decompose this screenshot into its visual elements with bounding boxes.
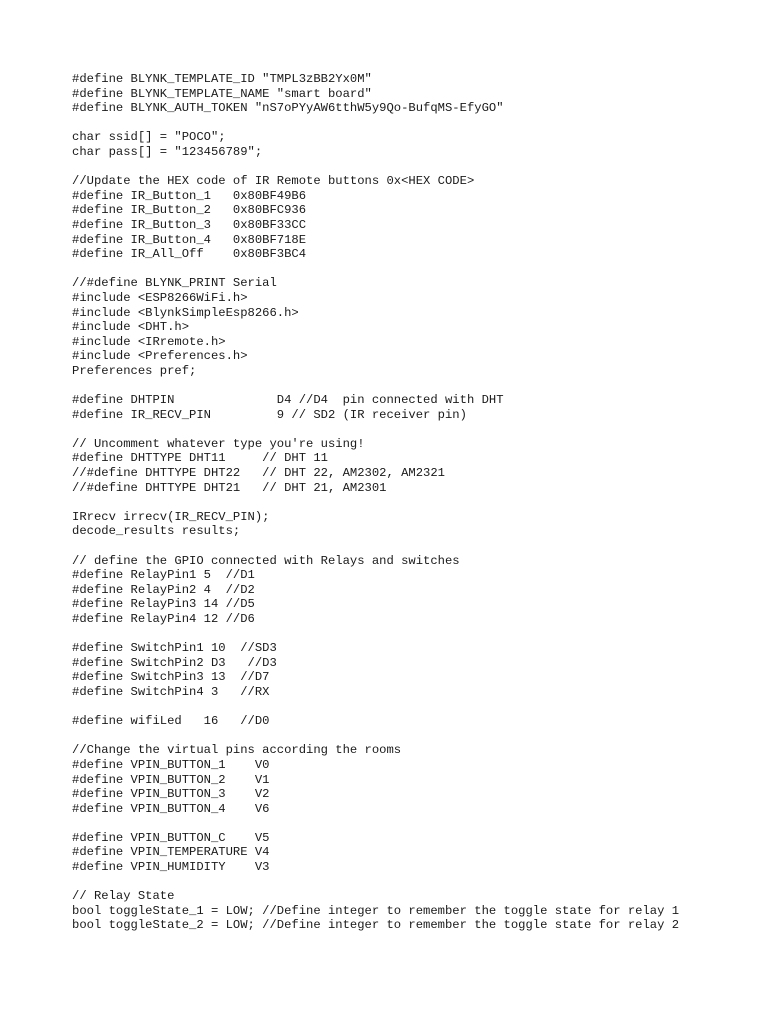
code-line: #define RelayPin4 12 //D6: [72, 611, 255, 626]
code-line: IRrecv irrecv(IR_RECV_PIN);: [72, 509, 270, 524]
code-line: //Update the HEX code of IR Remote buttons 0x<HEX CODE>: [72, 174, 475, 189]
code-line: Preferences pref;: [72, 363, 197, 378]
code-line: #define IR_Button_4 0x80BF718E: [72, 232, 307, 247]
blank-line: [72, 116, 679, 131]
blank-line: [72, 539, 679, 554]
code-line: #define IR_All_Off 0x80BF3BC4: [72, 247, 307, 262]
code-line: char pass[] = "123456789";: [72, 144, 263, 159]
code-line: #include <BlynkSimpleEsp8266.h>: [72, 305, 299, 320]
code-line: //#define DHTTYPE DHT21 // DHT 21, AM2301: [72, 480, 387, 495]
code-line: #define SwitchPin1 10 //SD3: [72, 641, 277, 656]
code-line: #define DHTPIN D4 //D4 pin connected with DHT: [72, 393, 504, 408]
blank-line: [72, 627, 679, 642]
code-line: #define VPIN_BUTTON_1 V0: [72, 757, 270, 772]
code-line: #define wifiLed 16 //D0: [72, 714, 270, 729]
code-line: // Relay State: [72, 889, 175, 904]
code-line: #define SwitchPin4 3 //RX: [72, 684, 270, 699]
code-line: #define SwitchPin2 D3 //D3: [72, 655, 277, 670]
code-line: decode_results results;: [72, 524, 241, 539]
code-line: #define IR_RECV_PIN 9 // SD2 (IR receiver pin): [72, 407, 467, 422]
code-line: bool toggleState_1 = LOW; //Define integer to remember the toggle state for relay 1: [72, 903, 680, 918]
code-line: #include <ESP8266WiFi.h>: [72, 290, 248, 305]
code-line: #define IR_Button_2 0x80BFC936: [72, 203, 307, 218]
code-line: #define BLYNK_AUTH_TOKEN "nS7oPYyAW6tthW5y9Qo-BufqMS-EfyGO": [72, 101, 504, 116]
blank-line: [72, 729, 679, 744]
code-line: #define VPIN_TEMPERATURE V4: [72, 845, 270, 860]
blank-line: [72, 422, 679, 437]
code-line: //Change the virtual pins according the rooms: [72, 743, 402, 758]
blank-line: [72, 262, 679, 277]
code-line: #define VPIN_BUTTON_2 V1: [72, 772, 270, 787]
code-line: char ssid[] = "POCO";: [72, 130, 226, 145]
code-line: #define VPIN_BUTTON_3 V2: [72, 787, 270, 802]
blank-line: [72, 816, 679, 831]
code-line: #include <DHT.h>: [72, 320, 190, 335]
blank-line: [72, 700, 679, 715]
code-line: #define BLYNK_TEMPLATE_NAME "smart board": [72, 86, 372, 101]
blank-line: [72, 160, 679, 175]
code-line: #define IR_Button_1 0x80BF49B6: [72, 188, 307, 203]
code-line: bool toggleState_2 = LOW; //Define integer to remember the toggle state for relay 2: [72, 918, 680, 933]
code-line: #define VPIN_BUTTON_C V5: [72, 830, 270, 845]
code-line: // Uncomment whatever type you're using!: [72, 436, 365, 451]
code-line: #define DHTTYPE DHT11 // DHT 11: [72, 451, 328, 466]
code-line: #include <Preferences.h>: [72, 349, 248, 364]
code-line: #define VPIN_BUTTON_4 V6: [72, 801, 270, 816]
code-line: #define SwitchPin3 13 //D7: [72, 670, 270, 685]
blank-line: [72, 378, 679, 393]
code-line: #define RelayPin2 4 //D2: [72, 582, 255, 597]
code-line: #define VPIN_HUMIDITY V3: [72, 860, 270, 875]
code-listing: [72, 72, 679, 933]
code-line: #define IR_Button_3 0x80BF33CC: [72, 217, 307, 232]
blank-line: [72, 495, 679, 510]
code-line: #define RelayPin1 5 //D1: [72, 568, 255, 583]
code-line: // define the GPIO connected with Relays and switches: [72, 553, 460, 568]
code-line: //#define DHTTYPE DHT22 // DHT 22, AM2302, AM2321: [72, 466, 445, 481]
code-line: #define RelayPin3 14 //D5: [72, 597, 255, 612]
code-line: #include <IRremote.h>: [72, 334, 226, 349]
blank-line: [72, 875, 679, 890]
code-line: //#define BLYNK_PRINT Serial: [72, 276, 277, 291]
code-line: #define BLYNK_TEMPLATE_ID "TMPL3zBB2Yx0M": [72, 72, 372, 86]
